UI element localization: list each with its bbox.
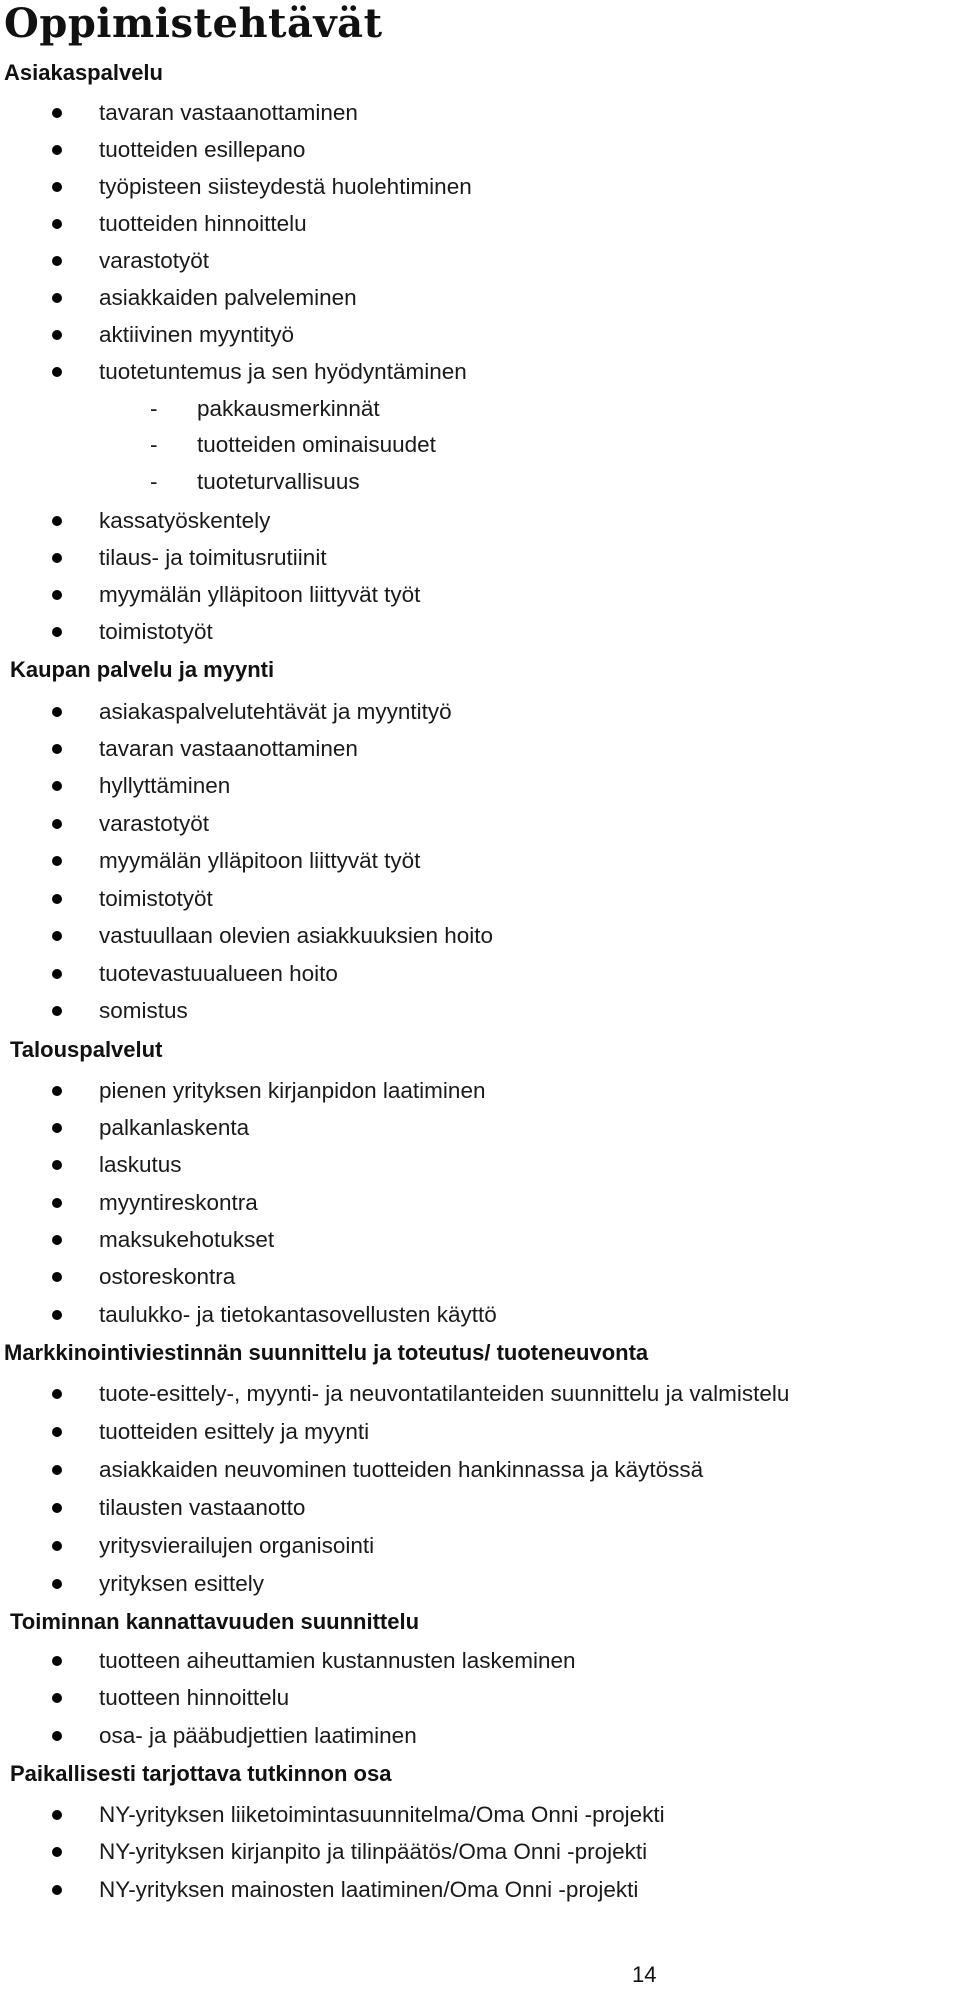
- bullet-icon: [52, 1579, 62, 1589]
- bullet-icon: [52, 894, 62, 904]
- bullet-icon: [52, 1503, 62, 1513]
- page-title: Oppimistehtävät: [4, 0, 383, 47]
- bullet-icon: [52, 1198, 62, 1208]
- bullet-icon: [52, 744, 62, 754]
- bullet-icon: [52, 931, 62, 941]
- bullet-icon: [52, 330, 62, 340]
- dash-marker: -: [150, 432, 158, 457]
- bullet-icon: [52, 627, 62, 637]
- page-number: 14: [632, 1962, 657, 1987]
- bullet-icon: [52, 1847, 62, 1857]
- bullet-icon: [52, 1160, 62, 1170]
- bullet-icon: [52, 182, 62, 192]
- section-heading-paikallisesti-tarjottava: Paikallisesti tarjottava tutkinnon osa: [10, 1761, 392, 1786]
- bullet-icon: [52, 1389, 62, 1399]
- bullet-icon: [52, 1541, 62, 1551]
- bullet-icon: [52, 1693, 62, 1703]
- section-heading-talouspalvelut: Talouspalvelut: [10, 1037, 163, 1062]
- bullet-icon: [52, 1235, 62, 1245]
- bullet-icon: [52, 219, 62, 229]
- bullet-icon: [52, 969, 62, 979]
- bullet-icon: [52, 145, 62, 155]
- dash-marker: -: [150, 469, 158, 494]
- bullet-icon: [52, 707, 62, 717]
- bullet-icon: [52, 108, 62, 118]
- bullet-icon: [52, 1006, 62, 1016]
- bullet-icon: [52, 553, 62, 563]
- bullet-icon: [52, 819, 62, 829]
- bullet-icon: [52, 1465, 62, 1475]
- bullet-icon: [52, 590, 62, 600]
- section-heading-asiakaspalvelu: Asiakaspalvelu: [4, 60, 163, 85]
- bullet-icon: [52, 1310, 62, 1320]
- bullet-icon: [52, 256, 62, 266]
- bullet-icon: [52, 293, 62, 303]
- bullet-icon: [52, 1086, 62, 1096]
- bullet-icon: [52, 1810, 62, 1820]
- bullet-icon: [52, 1123, 62, 1133]
- bullet-icon: [52, 516, 62, 526]
- bullet-icon: [52, 367, 62, 377]
- section-heading-markkinointiviestinta: Markkinointiviestinnän suunnittelu ja toteutus/ tuoteneuvonta: [4, 1340, 649, 1365]
- bullet-icon: [52, 781, 62, 791]
- section-heading-kannattavuus: Toiminnan kannattavuuden suunnittelu: [10, 1609, 420, 1634]
- bullet-icon: [52, 1272, 62, 1282]
- bullet-icon: [52, 1656, 62, 1666]
- dash-marker: -: [150, 396, 158, 421]
- bullet-icon: [52, 856, 62, 866]
- bullet-icon: [52, 1731, 62, 1741]
- bullet-icon: [52, 1885, 62, 1895]
- bullet-icon: [52, 1427, 62, 1437]
- section-heading-kaupan-palvelu: Kaupan palvelu ja myynti: [10, 657, 275, 682]
